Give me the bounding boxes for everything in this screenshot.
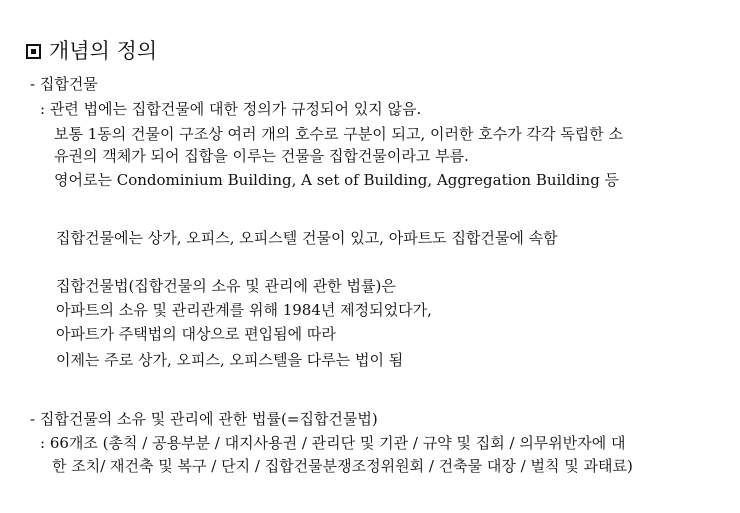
paragraph-line: 이제는 주로 상가, 오피스, 오피스텔을 다루는 법이 됨 — [56, 351, 404, 369]
page-title — [26, 38, 157, 64]
law-summary-line: 한 조치/ 재건축 및 복구 / 단지 / 집합건물분쟁조정위원회 / 건축물 대장 / 벌칙 및 과태료) — [52, 457, 633, 475]
paragraph-line: 집합건물에는 상가, 오피스, 오피스텔 건물이 있고, 아파트도 집합건물에 속함 — [56, 229, 558, 247]
definition-line: 유권의 객체가 되어 집합을 이루는 건물을 집합건물이라고 부름. — [54, 147, 469, 165]
section-heading-condominium: - 집합건물 — [30, 75, 98, 93]
paragraph-line: 집합건물법(집합건물의 소유 및 관리에 관한 법률)은 — [56, 277, 396, 295]
page-title-text: 개념의 정의 — [49, 39, 158, 63]
definition-line: : 관련 법에는 집합건물에 대한 정의가 규정되어 있지 않음. — [40, 100, 422, 118]
definition-line: 보통 1동의 건물이 구조상 여러 개의 호수로 구분이 되고, 이러한 호수가 각각 독립한 소 — [54, 125, 623, 143]
paragraph-line: 아파트의 소유 및 관리관계를 위해 1984년 제정되었다가, — [56, 301, 432, 319]
section-heading-law: - 집합건물의 소유 및 관리에 관한 법률(=집합건물법) — [30, 410, 378, 428]
paragraph-line: 아파트가 주택법의 대상으로 편입됨에 따라 — [56, 325, 336, 343]
definition-line: 영어로는 Condominium Building, A set of Building, Aggregation Building 등 — [54, 171, 620, 189]
law-summary-line: : 66개조 (총칙 / 공용부분 / 대지사용권 / 관리단 및 기관 / 규약 및 집회 / 의무위반자에 대 — [40, 434, 626, 452]
bullet-square-icon — [26, 44, 41, 59]
